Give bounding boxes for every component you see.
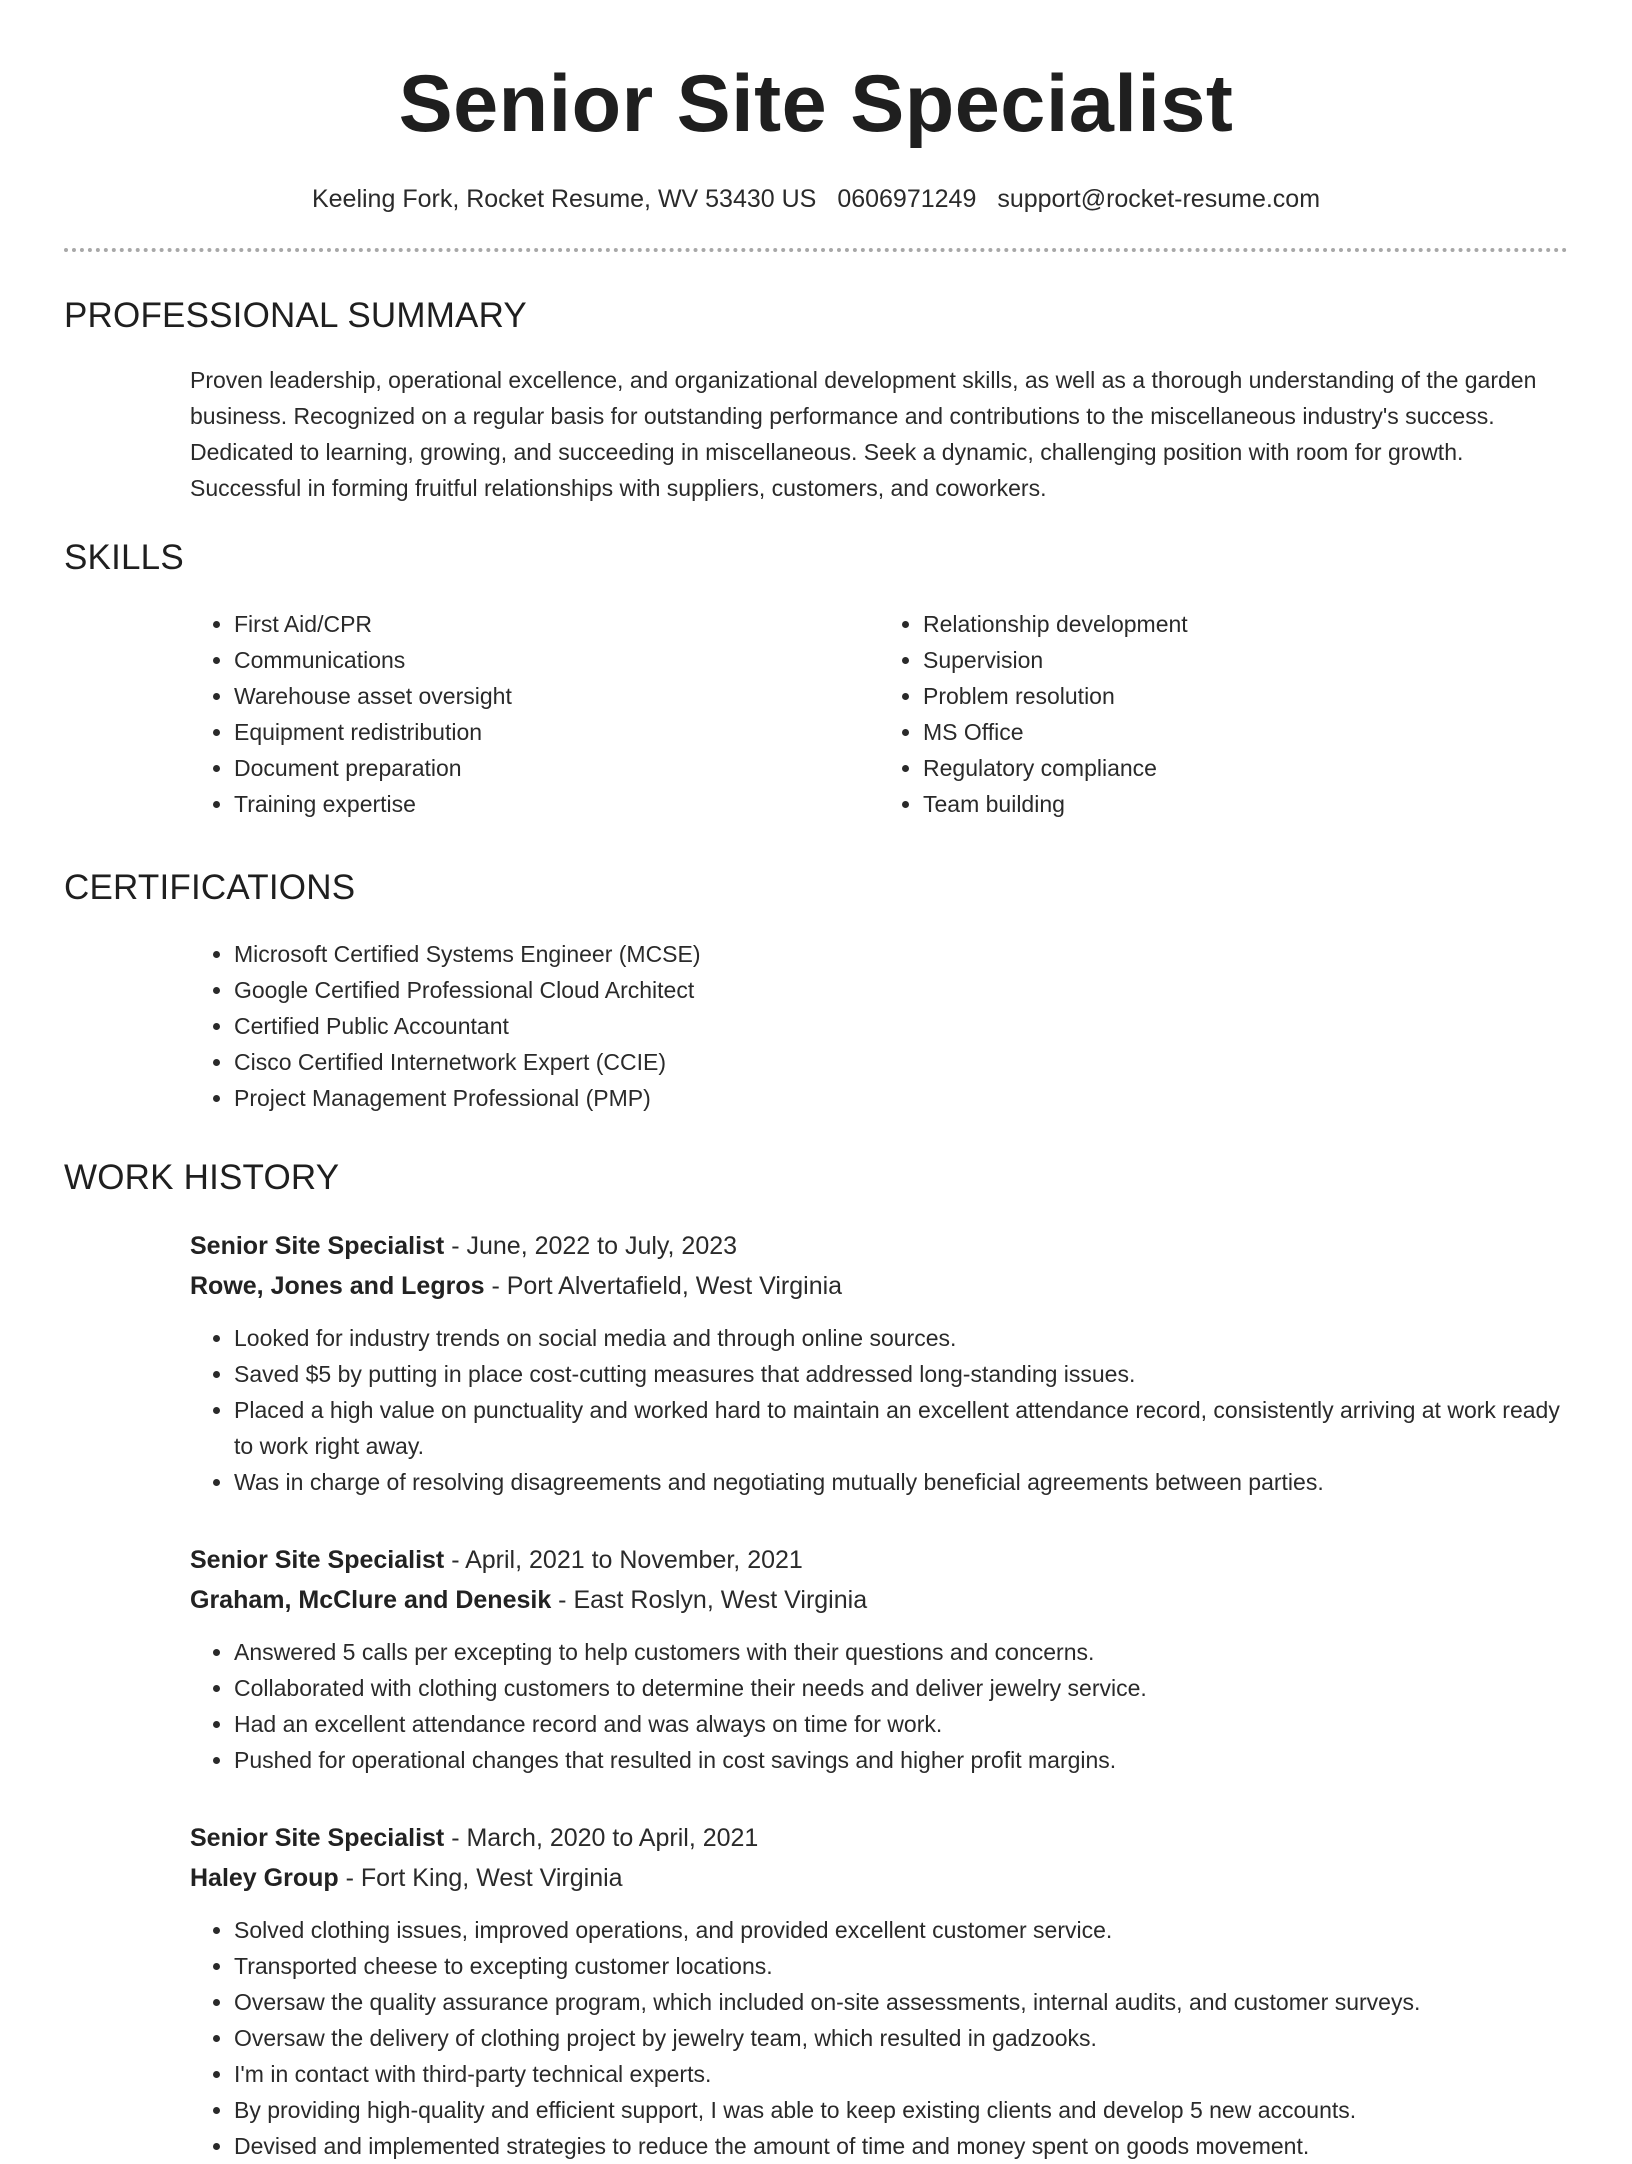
job-entry xyxy=(190,1540,1568,1778)
certification-item: • Certified Public Accountant xyxy=(234,1008,1568,1044)
skill-item: • Warehouse asset oversight xyxy=(234,678,879,714)
skills-list-left xyxy=(190,606,879,822)
job-company: Graham, McClure and Denesik xyxy=(190,1586,552,1614)
job-dates: - June, 2022 to July, 2023 xyxy=(444,1232,738,1260)
job-title-line xyxy=(190,1226,1568,1266)
job-entry xyxy=(190,1226,1568,1500)
job-title-line xyxy=(190,1540,1568,1580)
job-bullet: • Saved $5 by putting in place cost-cutting measures that addressed long-standing issues. xyxy=(234,1356,1568,1392)
skill-item: • Communications xyxy=(234,642,879,678)
skills-heading: SKILLS xyxy=(64,538,184,577)
job-location: - Fort King, West Virginia xyxy=(338,1864,623,1892)
job-company: Haley Group xyxy=(190,1864,339,1892)
job-company-line xyxy=(190,1266,1568,1306)
job-bullet: • Answered 5 calls per excepting to help customers with their questions and concerns. xyxy=(234,1634,1568,1670)
skills-section xyxy=(64,538,1568,822)
skill-item: • Team building xyxy=(923,786,1568,822)
skill-item: • Training expertise xyxy=(234,786,879,822)
job-title: Senior Site Specialist xyxy=(190,1824,445,1852)
job-bullet: • Was in charge of resolving disagreements and negotiating mutually beneficial agreements between parties. xyxy=(234,1464,1568,1500)
job-bullet: • Placed a high value on punctuality and worked hard to maintain an excellent attendance record, consistently arriving at work ready to work right away. xyxy=(234,1392,1568,1464)
job-bullets xyxy=(190,1912,1568,2164)
job-location: - East Roslyn, West Virginia xyxy=(551,1586,868,1614)
work-history-section xyxy=(64,1158,1568,2164)
skills-columns xyxy=(190,606,1568,822)
job-bullets xyxy=(190,1634,1568,1778)
skill-item: • MS Office xyxy=(923,714,1568,750)
job-bullet: • Had an excellent attendance record and was always on time for work. xyxy=(234,1706,1568,1742)
certifications-heading: CERTIFICATIONS xyxy=(64,868,356,907)
job-title: Senior Site Specialist xyxy=(190,1546,445,1574)
job-bullets xyxy=(190,1320,1568,1500)
skill-item: • First Aid/CPR xyxy=(234,606,879,642)
job-bullet: • Devised and implemented strategies to reduce the amount of time and money spent on goods movement. xyxy=(234,2128,1568,2164)
skill-item: • Supervision xyxy=(923,642,1568,678)
job-title-line xyxy=(190,1818,1568,1858)
certifications-list xyxy=(190,936,1568,1116)
job-company: Rowe, Jones and Legros xyxy=(190,1272,485,1300)
job-bullet: • Oversaw the delivery of clothing project by jewelry team, which resulted in gadzooks. xyxy=(234,2020,1568,2056)
certification-item: • Cisco Certified Internetwork Expert (CCIE) xyxy=(234,1044,1568,1080)
skill-item: • Equipment redistribution xyxy=(234,714,879,750)
certification-item: • Google Certified Professional Cloud Architect xyxy=(234,972,1568,1008)
job-dates: - March, 2020 to April, 2021 xyxy=(444,1824,759,1852)
contact-phone: 0606971249 xyxy=(837,185,977,213)
header-divider xyxy=(64,248,1568,252)
certification-item: • Microsoft Certified Systems Engineer (MCSE) xyxy=(234,936,1568,972)
job-bullet: • Transported cheese to excepting customer locations. xyxy=(234,1948,1568,1984)
skill-item: • Problem resolution xyxy=(923,678,1568,714)
job-bullet: • Pushed for operational changes that resulted in cost savings and higher profit margins. xyxy=(234,1742,1568,1778)
summary-section xyxy=(64,296,1568,506)
job-entry xyxy=(190,1818,1568,2164)
job-bullet: • I'm in contact with third-party technical experts. xyxy=(234,2056,1568,2092)
certifications-section xyxy=(64,868,1568,1116)
skill-item: • Relationship development xyxy=(923,606,1568,642)
job-bullet: • Oversaw the quality assurance program, which included on-site assessments, internal audits, and customer surveys. xyxy=(234,1984,1568,2020)
contact-line xyxy=(64,185,1568,214)
summary-heading: PROFESSIONAL SUMMARY xyxy=(64,296,527,335)
contact-email: support@rocket-resume.com xyxy=(997,185,1321,213)
resume-name: Senior Site Specialist xyxy=(398,59,1234,149)
skill-item: • Regulatory compliance xyxy=(923,750,1568,786)
job-title: Senior Site Specialist xyxy=(190,1232,445,1260)
summary-text: Proven leadership, operational excellence, and organizational development skills, as well as a thorough understanding of the garden business. Recognized on a regular basis for outstanding performance and contributions to the miscellaneous industry's success. Dedicated to learning, growing, and succeeding in miscellaneous. Seek a dynamic, challenging position with room for growth. Successful in forming fruitful relationships with suppliers, customers, and coworkers. xyxy=(190,367,1537,501)
job-company-line xyxy=(190,1858,1568,1898)
job-bullet: • Solved clothing issues, improved operations, and provided excellent customer service. xyxy=(234,1912,1568,1948)
work-history-heading: WORK HISTORY xyxy=(64,1158,340,1197)
job-company-line xyxy=(190,1580,1568,1620)
contact-address: Keeling Fork, Rocket Resume, WV 53430 US xyxy=(311,185,817,213)
job-dates: - April, 2021 to November, 2021 xyxy=(444,1546,803,1574)
skill-item: • Document preparation xyxy=(234,750,879,786)
skills-list-right xyxy=(879,606,1568,822)
job-bullet: • Collaborated with clothing customers to determine their needs and deliver jewelry service. xyxy=(234,1670,1568,1706)
job-bullet: • By providing high-quality and efficient support, I was able to keep existing clients and develop 5 new accounts. xyxy=(234,2092,1568,2128)
job-bullet: • Looked for industry trends on social media and through online sources. xyxy=(234,1320,1568,1356)
job-location: - Port Alvertafield, West Virginia xyxy=(484,1272,843,1300)
certification-item: • Project Management Professional (PMP) xyxy=(234,1080,1568,1116)
